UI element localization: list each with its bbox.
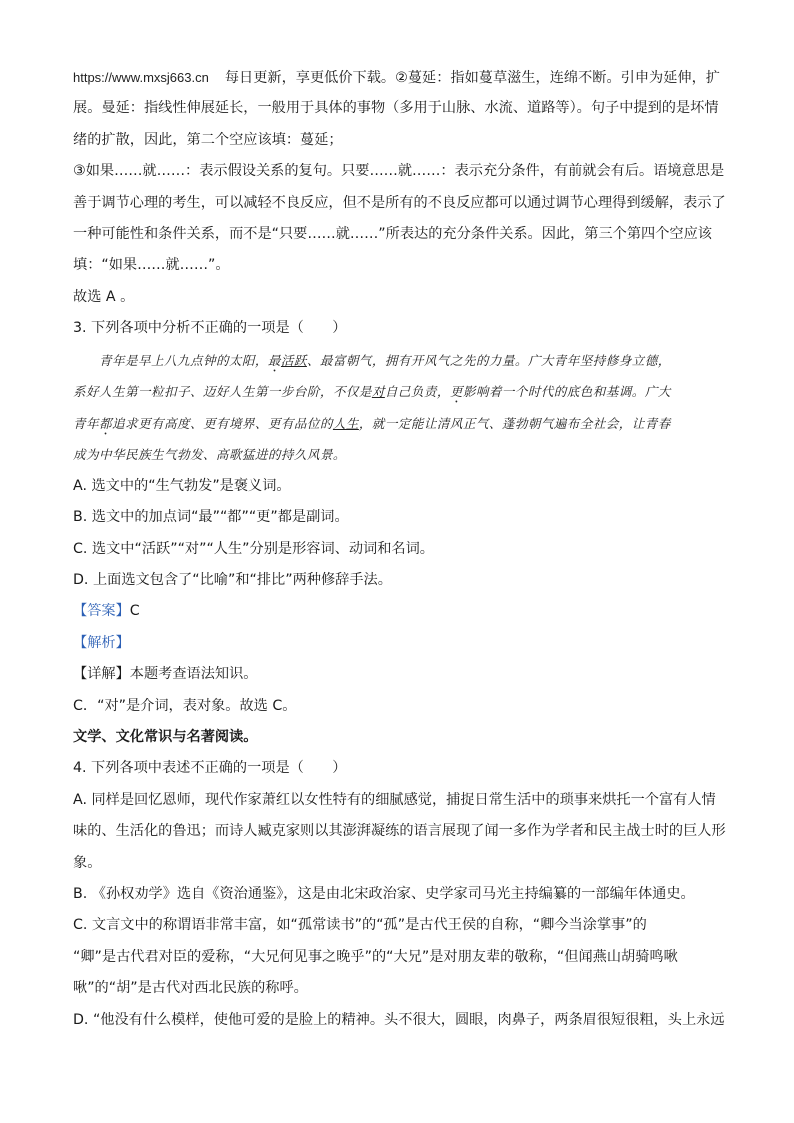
q4-option-a-line-1: A. 同样是回忆恩师，现代作家萧红以女性特有的细腻感觉，捕捉日常生活中的琐事来烘托一个富有人情: [73, 791, 716, 808]
q4-stem: 4. 下列各项中表述不正确的一项是（ ）: [73, 760, 347, 777]
q2-explain-line-4: ③如果……就……：表示假设关系的复句。只要……就……：表示充分条件，有前就会有后。语境意思是: [73, 163, 725, 180]
q4-option-b: B. 《孙权劝学》选自《资治通鉴》，这是由北宋政治家、史学家司马光主持编纂的一部编年体通史。: [73, 885, 695, 902]
q3-stem: 3. 下列各项中分析不正确的一项是（ ）: [73, 320, 347, 337]
document-body: [73, 62, 726, 1036]
answer-label: 【答案】: [73, 603, 130, 620]
passage-text: 系好人生第一粒扣子、迈好人生第一步台阶，不仅是: [73, 384, 372, 400]
section-title: 文学、文化常识与名著阅读。: [73, 729, 258, 746]
passage-text: 追求更有高度、更有境界、更有品位的: [112, 415, 333, 431]
q2-explain-line-6: 一种可能性和条件关系，而不是“只要……就……”所表达的充分条件关系。因此，第三个第四个空应该: [73, 225, 712, 242]
passage-text: ，就一定能让清风正气、蓬勃朝气遍布全社会，让青春: [358, 415, 671, 431]
q4-option-a-line-3: 象。: [73, 854, 102, 871]
dotted-word-zui: 最: [267, 352, 281, 368]
q4-option-d-line-1: D. “他没有什么模样，使他可爱的是脸上的精神。头不很大，圆眼，肉鼻子，两条眉很短很粗，头上永远: [73, 1011, 725, 1028]
q4-option-c-line-2: “卿”是古代君对臣的爱称，“大兄何见事之晚乎”的“大兄”是对朋友辈的敬称，“但闻燕山胡骑鸣啾: [73, 948, 678, 965]
passage-line-3: [73, 408, 723, 440]
underlined-word-rensheng: 人生: [332, 415, 359, 431]
dotted-word-geng: 更: [449, 384, 463, 400]
passage-text: 自己负责，: [384, 384, 450, 400]
q4-option-c-line-3: 啾”的“胡”是古代对西北民族的称呼。: [73, 980, 308, 997]
passage-text: 、最富朝气，拥有开风气之先的力量。广大青年坚持修身立德，: [306, 352, 671, 368]
q2-explain-line-7: 填：“如果……就……”。: [73, 257, 230, 274]
underlined-word-dui: 对: [371, 384, 385, 400]
passage-text: 影响着一个时代的底色和基调。广大: [462, 384, 671, 400]
q3-answer: [73, 596, 723, 627]
passage-text: 青年是早上八九点钟的太阳，: [99, 352, 268, 368]
q2-explain-line-5: 善于调节心理的考生，可以减轻不良反应，但不是所有的不良反应都可以通过调节心理得到缓解，表示了: [73, 194, 726, 211]
q3-conclusion: C．“对”是介词，表对象。故选 C。: [73, 697, 297, 714]
underlined-word-huoyue: 活跃: [280, 352, 307, 368]
passage-line-4: 成为中华民族生气勃发、高歌猛进的持久风景。: [73, 447, 346, 463]
q3-option-d: D. 上面选文包含了“比喻”和“排比”两种修辞手法。: [73, 572, 392, 589]
watermark-slogan: 每日更新，享更低价下载。: [224, 70, 396, 86]
dotted-word-dou: 都: [99, 415, 112, 431]
q3-option-c: C. 选文中“活跃”“对”“人生”分别是形容词、动词和名词。: [73, 540, 434, 557]
watermark-url: https://www.mxsj663.cn: [73, 70, 209, 85]
q2-answer-choice: 故选 A 。: [73, 288, 135, 305]
q3-option-a: A. 选文中的“生气勃发”是褒义词。: [73, 477, 291, 494]
passage-line-2: [73, 376, 723, 408]
header-line: [73, 62, 723, 93]
q2-explain-line-3: 绪的扩散，因此，第二个空应该填：蔓延；: [73, 131, 343, 148]
q3-analysis-label: 【解析】: [73, 634, 130, 651]
answer-value: C: [129, 603, 140, 620]
passage-text: 青年: [73, 415, 99, 431]
q4-option-a-line-2: 味的、生活化的鲁迅；而诗人臧克家则以其澎湃凝练的语言展现了闻一多作为学者和民主战士时的巨人形: [73, 823, 726, 840]
q4-option-c-line-1: C. 文言文中的称谓语非常丰富，如“孤常读书”的“孤”是古代王侯的自称，“卿今当涂掌事”的: [73, 917, 647, 934]
q2-explain-line-1: ②蔓延：指如蔓草滋生，连绵不断。引申为延伸，扩: [395, 70, 720, 86]
q3-detail: 【详解】本题考查语法知识。: [73, 666, 258, 683]
q3-option-b: B. 选文中的加点词“最”“都”“更”都是副词。: [73, 509, 349, 526]
q2-explain-line-2: 展。曼延：指线性伸展延长，一般用于具体的事物（多用于山脉、水流、道路等）。句子中提到的是坏情: [73, 100, 719, 117]
q3-passage: [73, 345, 723, 471]
passage-line-1: [73, 345, 723, 377]
